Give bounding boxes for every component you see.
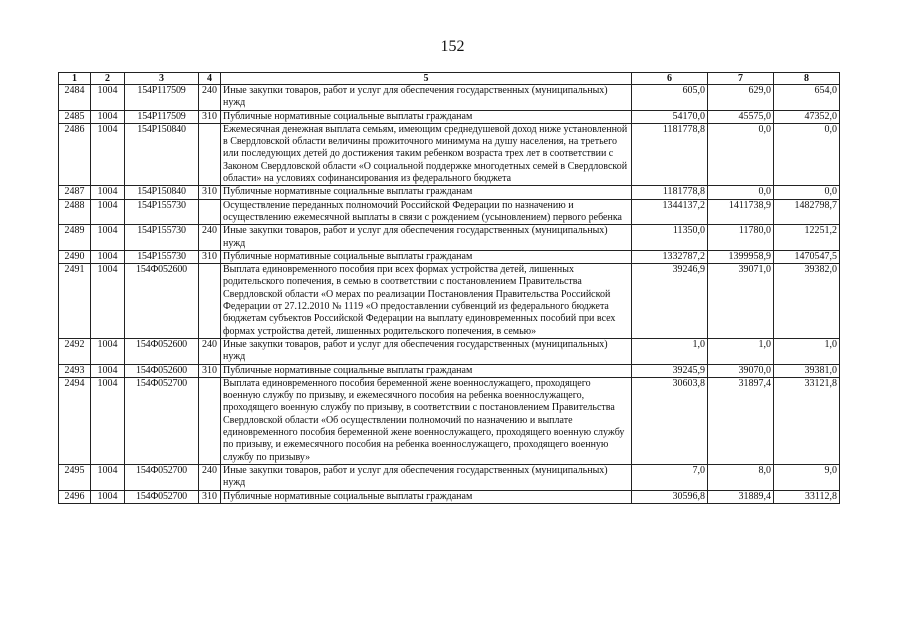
- amount-year-1-cell: 39245,9: [632, 364, 708, 377]
- expense-type-cell: 310: [199, 364, 221, 377]
- target-article-cell: 154Р117509: [125, 85, 199, 111]
- target-article-cell: 154Р155730: [125, 250, 199, 263]
- target-article-cell: 154Ф052600: [125, 364, 199, 377]
- description-cell: Публичные нормативные социальные выплаты гражданам: [221, 364, 632, 377]
- col-header-2: 2: [91, 73, 125, 85]
- section-code-cell: 1004: [91, 186, 125, 199]
- amount-year-3-cell: 33112,8: [774, 490, 840, 503]
- row-number-cell: 2496: [59, 490, 91, 503]
- amount-year-3-cell: 654,0: [774, 85, 840, 111]
- col-header-1: 1: [59, 73, 91, 85]
- amount-year-2-cell: 0,0: [708, 123, 774, 185]
- target-article-cell: 154Ф052600: [125, 338, 199, 364]
- table-row: [59, 186, 840, 199]
- amount-year-1-cell: 1344137,2: [632, 199, 708, 225]
- description-cell: Публичные нормативные социальные выплаты гражданам: [221, 250, 632, 263]
- amount-year-3-cell: 9,0: [774, 464, 840, 490]
- budget-table: [58, 72, 840, 504]
- expense-type-cell: 240: [199, 85, 221, 111]
- col-header-3: 3: [125, 73, 199, 85]
- row-number-cell: 2484: [59, 85, 91, 111]
- amount-year-2-cell: 11780,0: [708, 225, 774, 251]
- amount-year-2-cell: 39071,0: [708, 264, 774, 339]
- target-article-cell: 154Ф052700: [125, 464, 199, 490]
- section-code-cell: 1004: [91, 123, 125, 185]
- description-cell: Выплата единовременного пособия беременной жене военнослужащего, проходящего военную службу по призыву, и ежемесячного пособия на ребенка военнослужащего, проходящего военную службу по призыву, в соответствии с постановлением Правительства Свердловской области «Об осуществлении полномочий по назначению и выплате единовременного пособия беременной жене военнослужащего, проходящего военную службу по призыву, и ежемесячного пособия на ребенка военнослужащего, проходящего военную службу по призыву»: [221, 377, 632, 464]
- col-header-6: 6: [632, 73, 708, 85]
- section-code-cell: 1004: [91, 364, 125, 377]
- description-cell: Выплата единовременного пособия при всех формах устройства детей, лишенных родительского попечения, в семью в соответствии с постановлением Правительства Свердловской области «О мерах по реализации Постановления Правительства Российской Федерации от 27.12.2010 № 1119 «О предоставлении субвенций из федерального бюджета бюджетам субъектов Российской Федерации на выплату единовременных пособий при всех формах устройства детей, лишенных родительского попечения, в семью»: [221, 264, 632, 339]
- amount-year-3-cell: 33121,8: [774, 377, 840, 464]
- target-article-cell: 154Р150840: [125, 186, 199, 199]
- expense-type-cell: 240: [199, 225, 221, 251]
- amount-year-1-cell: 605,0: [632, 85, 708, 111]
- section-code-cell: 1004: [91, 199, 125, 225]
- amount-year-2-cell: 31897,4: [708, 377, 774, 464]
- section-code-cell: 1004: [91, 250, 125, 263]
- amount-year-1-cell: 1332787,2: [632, 250, 708, 263]
- expense-type-cell: [199, 199, 221, 225]
- row-number-cell: 2488: [59, 199, 91, 225]
- table-row: [59, 85, 840, 111]
- expense-type-cell: [199, 123, 221, 185]
- section-code-cell: 1004: [91, 338, 125, 364]
- row-number-cell: 2487: [59, 186, 91, 199]
- amount-year-2-cell: 1411738,9: [708, 199, 774, 225]
- amount-year-2-cell: 1399958,9: [708, 250, 774, 263]
- table-row: [59, 264, 840, 339]
- table-row: [59, 250, 840, 263]
- amount-year-1-cell: 54170,0: [632, 110, 708, 123]
- section-code-cell: 1004: [91, 464, 125, 490]
- expense-type-cell: [199, 377, 221, 464]
- row-number-cell: 2495: [59, 464, 91, 490]
- amount-year-3-cell: 1482798,7: [774, 199, 840, 225]
- table-row: [59, 490, 840, 503]
- row-number-cell: 2494: [59, 377, 91, 464]
- description-cell: Публичные нормативные социальные выплаты гражданам: [221, 490, 632, 503]
- table-row: [59, 199, 840, 225]
- amount-year-2-cell: 8,0: [708, 464, 774, 490]
- section-code-cell: 1004: [91, 264, 125, 339]
- col-header-8: 8: [774, 73, 840, 85]
- table-row: [59, 464, 840, 490]
- amount-year-1-cell: 1181778,8: [632, 123, 708, 185]
- amount-year-3-cell: 39381,0: [774, 364, 840, 377]
- description-cell: Иные закупки товаров, работ и услуг для обеспечения государственных (муниципальных) нужд: [221, 85, 632, 111]
- row-number-cell: 2491: [59, 264, 91, 339]
- amount-year-3-cell: 1470547,5: [774, 250, 840, 263]
- target-article-cell: 154Р155730: [125, 225, 199, 251]
- amount-year-3-cell: 47352,0: [774, 110, 840, 123]
- section-code-cell: 1004: [91, 377, 125, 464]
- amount-year-1-cell: 7,0: [632, 464, 708, 490]
- row-number-cell: 2493: [59, 364, 91, 377]
- amount-year-1-cell: 1181778,8: [632, 186, 708, 199]
- amount-year-2-cell: 1,0: [708, 338, 774, 364]
- amount-year-3-cell: 0,0: [774, 123, 840, 185]
- header-row: [59, 73, 840, 85]
- row-number-cell: 2486: [59, 123, 91, 185]
- target-article-cell: 154Ф052700: [125, 377, 199, 464]
- expense-type-cell: 310: [199, 250, 221, 263]
- expense-type-cell: 310: [199, 490, 221, 503]
- row-number-cell: 2492: [59, 338, 91, 364]
- expense-type-cell: 240: [199, 464, 221, 490]
- section-code-cell: 1004: [91, 225, 125, 251]
- amount-year-3-cell: 1,0: [774, 338, 840, 364]
- target-article-cell: 154Ф052600: [125, 264, 199, 339]
- section-code-cell: 1004: [91, 110, 125, 123]
- amount-year-1-cell: 1,0: [632, 338, 708, 364]
- expense-type-cell: [199, 264, 221, 339]
- amount-year-2-cell: 31889,4: [708, 490, 774, 503]
- expense-type-cell: 310: [199, 186, 221, 199]
- table-row: [59, 377, 840, 464]
- table-row: [59, 338, 840, 364]
- table-row: [59, 110, 840, 123]
- description-cell: Публичные нормативные социальные выплаты гражданам: [221, 186, 632, 199]
- row-number-cell: 2489: [59, 225, 91, 251]
- amount-year-1-cell: 30603,8: [632, 377, 708, 464]
- description-cell: Публичные нормативные социальные выплаты гражданам: [221, 110, 632, 123]
- amount-year-3-cell: 0,0: [774, 186, 840, 199]
- section-code-cell: 1004: [91, 490, 125, 503]
- amount-year-2-cell: 39070,0: [708, 364, 774, 377]
- amount-year-3-cell: 39382,0: [774, 264, 840, 339]
- target-article-cell: 154Ф052700: [125, 490, 199, 503]
- description-cell: Иные закупки товаров, работ и услуг для обеспечения государственных (муниципальных) нужд: [221, 225, 632, 251]
- section-code-cell: 1004: [91, 85, 125, 111]
- amount-year-2-cell: 0,0: [708, 186, 774, 199]
- col-header-5: 5: [221, 73, 632, 85]
- row-number-cell: 2490: [59, 250, 91, 263]
- amount-year-1-cell: 39246,9: [632, 264, 708, 339]
- amount-year-3-cell: 12251,2: [774, 225, 840, 251]
- page-number: 152: [440, 38, 465, 55]
- table-row: [59, 225, 840, 251]
- row-number-cell: 2485: [59, 110, 91, 123]
- target-article-cell: 154Р150840: [125, 123, 199, 185]
- target-article-cell: 154Р155730: [125, 199, 199, 225]
- col-header-4: 4: [199, 73, 221, 85]
- col-header-7: 7: [708, 73, 774, 85]
- amount-year-1-cell: 11350,0: [632, 225, 708, 251]
- description-cell: Ежемесячная денежная выплата семьям, имеющим среднедушевой доход ниже установленной в Свердловской области величины прожиточного минимума на душу населения, на третьего или последующих детей до достижения таким ребенком возраста трех лет в соответствии с Законом Свердловской области «О социальной поддержке многодетных семей в Свердловской области» на условиях софинансирования из федерального бюджета: [221, 123, 632, 185]
- description-cell: Иные закупки товаров, работ и услуг для обеспечения государственных (муниципальных) нужд: [221, 464, 632, 490]
- target-article-cell: 154Р117509: [125, 110, 199, 123]
- amount-year-1-cell: 30596,8: [632, 490, 708, 503]
- amount-year-2-cell: 45575,0: [708, 110, 774, 123]
- table-row: [59, 123, 840, 185]
- description-cell: Иные закупки товаров, работ и услуг для обеспечения государственных (муниципальных) нужд: [221, 338, 632, 364]
- description-cell: Осуществление переданных полномочий Российской Федерации по назначению и осуществлению ежемесячной выплаты в связи с рождением (усыновлением) первого ребенка: [221, 199, 632, 225]
- expense-type-cell: 240: [199, 338, 221, 364]
- expense-type-cell: 310: [199, 110, 221, 123]
- amount-year-2-cell: 629,0: [708, 85, 774, 111]
- table-row: [59, 364, 840, 377]
